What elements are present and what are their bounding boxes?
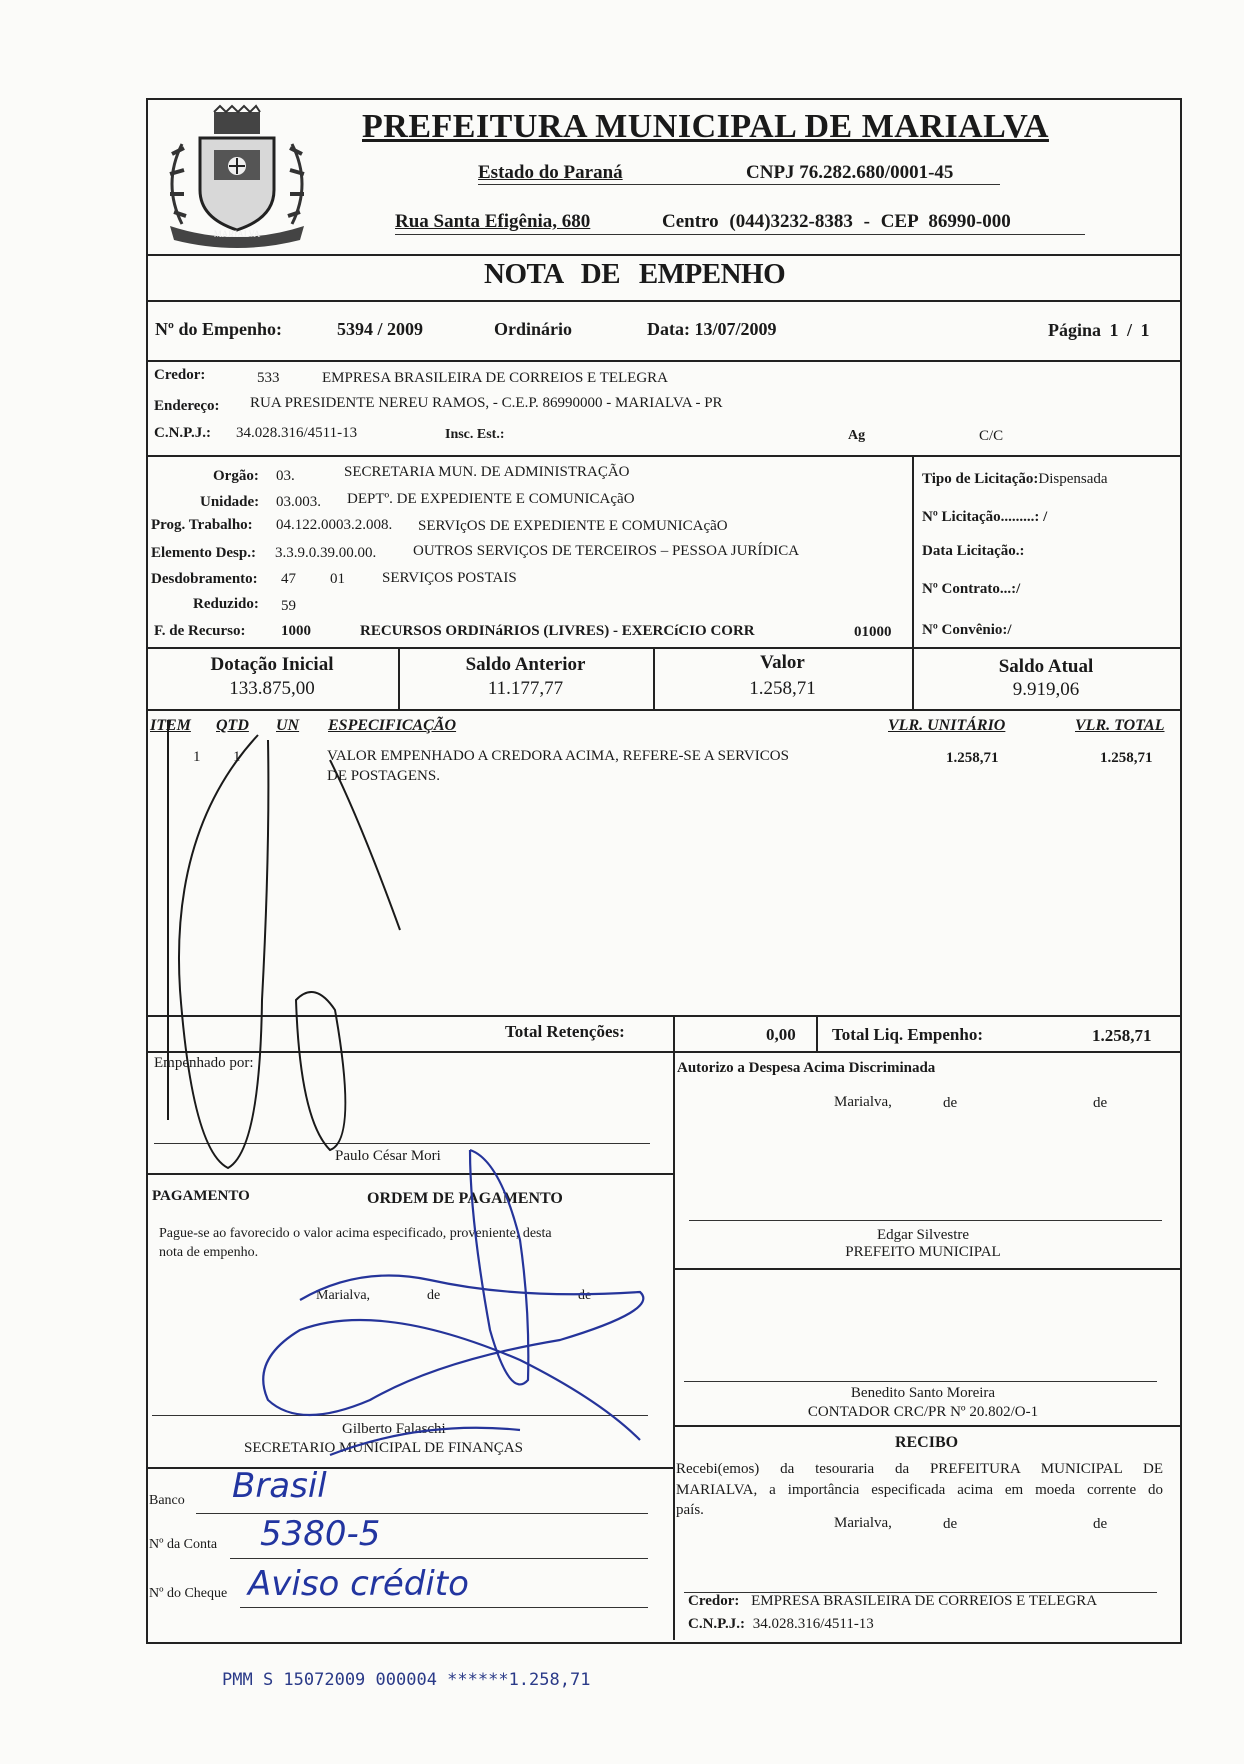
recibo-text-1: Recebi(emos) da tesouraria da PREFEITURA MUNICIPAL DE [676,1461,1163,1477]
empenhado-signature-line [154,1143,650,1144]
recibo-text-2: MARIALVA, a importância especificada acima em moeda corrente do [676,1482,1163,1498]
cc-label: C/C [979,428,1004,444]
recibo-de-1: de [943,1516,958,1532]
autorizo-label: Autorizo a Despesa Acima Discriminada [677,1060,936,1076]
empenho-date: Data: 13/07/2009 [647,319,777,339]
cheque-label: Nº do Cheque [149,1586,228,1601]
col-un: UN [276,717,300,734]
authentication-stamp: PMM S 15072009 000004 ******1.258,71 [222,1670,591,1690]
fonte-code: 1000 [281,623,311,639]
divider-contador [673,1425,1180,1427]
credor-cnpj: 34.028.316/4511-13 [236,425,358,441]
empenho-number: 5394 / 2009 [337,319,424,339]
banco-value: Brasil [232,1466,327,1506]
orgao-label: Orgão: [213,468,259,484]
desdobramento-sub: 01 [330,571,345,587]
prefeito-name: Edgar Silvestre [876,1227,970,1243]
autorizo-de-2: de [1093,1095,1108,1111]
numero-convenio: Nº Convênio:/ [922,622,1012,638]
document-title: NOTA DE EMPENHO [484,258,786,290]
recibo-credor-name: EMPRESA BRASILEIRA DE CORREIOS E TELEGRA [751,1593,1098,1609]
banco-label: Banco [149,1493,185,1508]
conta-label: Nº da Conta [149,1537,218,1552]
insc-est-label: Insc. Est.: [445,427,505,442]
empenho-type: Ordinário [494,319,573,339]
divider-center [673,1015,675,1640]
secretario-name: Gilberto Falaschi [342,1421,446,1437]
fonte-name: RECURSOS ORDINáRIOS (LIVRES) - EXERCíCIO CORR [360,623,755,639]
row-desc-line2: DE POSTAGENS. [327,768,440,784]
recibo-credor [688,1593,1097,1610]
valor-value: 1.258,71 [749,678,816,699]
desdobramento-label: Desdobramento: [151,571,258,587]
desdobramento-name: SERVIÇOS POSTAIS [382,570,517,586]
total-liquido-label: Total Liq. Empenho: [832,1025,983,1044]
row-desc-line1: VALOR EMPENHADO A CREDORA ACIMA, REFERE-SE A SERVICOS [327,748,789,764]
unidade-code: 03.003. [276,494,321,510]
page-number: Página 1 / 1 [1048,320,1150,340]
prog-name: SERVIçOS DE EXPEDIENTE E COMUNICAçãO [418,518,728,534]
endereco-label: Endereço: [154,398,220,414]
recibo-city: Marialva, [834,1515,892,1531]
col-item: ITEM [150,717,191,734]
row-vlr-total: 1.258,71 [1100,750,1153,766]
divider-header [146,254,1180,256]
credor-cnpj-label: C.N.P.J.: [154,425,211,441]
pagamento-text-1: Pague-se ao favorecido o valor acima especificado, proveniente, desta [159,1226,552,1241]
divider-pagamento [146,1173,673,1175]
city-cnpj: CNPJ 76.282.680/0001-45 [746,162,954,183]
total-liquido-value: 1.258,71 [1092,1026,1152,1045]
numero-contrato: Nº Contrato...:/ [922,581,1021,597]
tipo-licitacao-value: Dispensada [1038,471,1108,487]
credor-name: EMPRESA BRASILEIRA DE CORREIOS E TELEGRA [322,370,669,386]
coat-of-arms-logo [152,104,322,250]
state-underline [478,184,1000,185]
data-licitacao: Data Licitação.: [922,543,1025,559]
elemento-label: Elemento Desp.: [151,545,256,561]
conta-value: 5380-5 [260,1514,381,1554]
contador-name: Benedito Santo Moreira [850,1385,996,1401]
col-vlr-total: VLR. TOTAL [1075,717,1165,734]
numero-licitacao: Nº Licitação.........: / [922,509,1048,525]
prog-code: 04.122.0003.2.008. [276,517,393,533]
empenhado-por-name: Paulo César Mori [335,1148,441,1164]
pagamento-city: Marialva, [316,1288,371,1303]
ag-label: Ag [848,428,866,443]
state-name: Estado do Paraná [478,162,623,183]
svg-text:MARIALVA: MARIALVA [213,229,261,239]
row-vlr-unitario: 1.258,71 [946,750,999,766]
page-title: PREFEITURA MUNICIPAL DE MARIALVA [362,108,1049,145]
tipo-licitacao-label: Tipo de Licitação: [922,471,1039,487]
total-retencoes-value: 0,00 [766,1025,796,1044]
valor-label: Valor [760,652,805,673]
autorizo-city: Marialva, [834,1094,892,1110]
address-underline [395,234,1085,235]
divider-secretario [146,1467,673,1469]
autorizo-de-1: de [943,1095,958,1111]
tipo-licitacao [922,471,1108,488]
recibo-cnpj [688,1616,874,1633]
orgao-name: SECRETARIA MUN. DE ADMINISTRAÇÃO [344,464,630,480]
fonte-label: F. de Recurso: [154,623,246,639]
divider-saldos [146,709,1180,711]
city-address-rest: Centro (044)3232-8383 - CEP 86990-000 [662,211,1011,232]
prefeito-title: PREFEITO MUNICIPAL [845,1244,1001,1260]
credor-label: Credor: [154,367,206,383]
secretario-signature-line [152,1415,648,1416]
desdobramento-code: 47 [281,571,296,587]
elemento-code: 3.3.9.0.39.00.00. [275,545,377,561]
recibo-text-3: país. [676,1502,704,1518]
ordem-pagamento-label: ORDEM DE PAGAMENTO [367,1190,563,1207]
pagamento-de-1: de [427,1288,441,1303]
pagamento-label: PAGAMENTO [152,1188,250,1204]
col-especificacao: ESPECIFICAÇÃO [328,717,457,734]
divider-empenho [146,360,1180,362]
empenhado-por-label: Empenhado por: [154,1055,254,1071]
saldo-atual-label: Saldo Atual [998,656,1094,677]
total-retencoes-label: Total Retenções: [505,1022,625,1041]
prefeito-signature-line [689,1220,1162,1221]
pagamento-de-2: de [578,1288,592,1303]
divider-licitacao [912,455,914,647]
col-qtd: QTD [216,717,249,734]
city-address: Rua Santa Efigênia, 680 [395,211,591,232]
contador-title: CONTADOR CRC/PR Nº 20.802/O-1 [807,1404,1039,1420]
credor-code: 533 [257,370,280,386]
orgao-code: 03. [276,468,295,484]
cheque-value: Aviso crédito [248,1564,469,1604]
divider-credor [146,455,1180,457]
divider-prefeito [673,1268,1180,1270]
divider-totals [146,1051,1180,1053]
cheque-line [240,1607,648,1608]
conta-line [230,1558,648,1559]
recibo-cnpj-value: 34.028.316/4511-13 [752,1616,874,1632]
saldo-anterior-label: Saldo Anterior [465,654,586,675]
divider-totals-mid [816,1015,818,1051]
reduzido-label: Reduzido: [193,596,259,612]
credor-address: RUA PRESIDENTE NEREU RAMOS, - C.E.P. 86990000 - MARIALVA - PR [250,395,723,411]
recibo-de-2: de [1093,1516,1108,1532]
contador-signature-line [684,1381,1157,1382]
divider-title [146,300,1180,302]
dotacao-label: Dotação Inicial [210,654,334,675]
row-item: 1 [193,749,201,765]
secretario-title: SECRETARIO MUNICIPAL DE FINANÇAS [244,1440,523,1456]
empenho-number-label: Nº do Empenho: [155,319,282,339]
recibo-cnpj-label: C.N.P.J.: [688,1616,745,1632]
divider-items [146,1015,1180,1017]
recibo-credor-label: Credor: [688,1593,740,1609]
recibo-label: RECIBO [894,1434,959,1451]
saldo-anterior-value: 11.177,77 [487,678,564,699]
saldo-atual-value: 9.919,06 [1012,679,1080,700]
dotacao-value: 133.875,00 [229,678,315,699]
divider-budget [146,647,1180,649]
prog-label: Prog. Trabalho: [151,517,253,533]
fonte-sub: 01000 [854,624,892,640]
col-vlr-unitario: VLR. UNITÁRIO [888,717,1006,734]
pagamento-text-2: nota de empenho. [159,1245,259,1260]
unidade-name: DEPTº. DE EXPEDIENTE E COMUNICAçãO [347,491,635,507]
elemento-name: OUTROS SERVIÇOS DE TERCEIROS – PESSOA JURÍDICA [413,543,800,559]
reduzido-code: 59 [281,598,296,614]
unidade-label: Unidade: [200,494,260,510]
row-qtd: 1 [233,749,241,765]
